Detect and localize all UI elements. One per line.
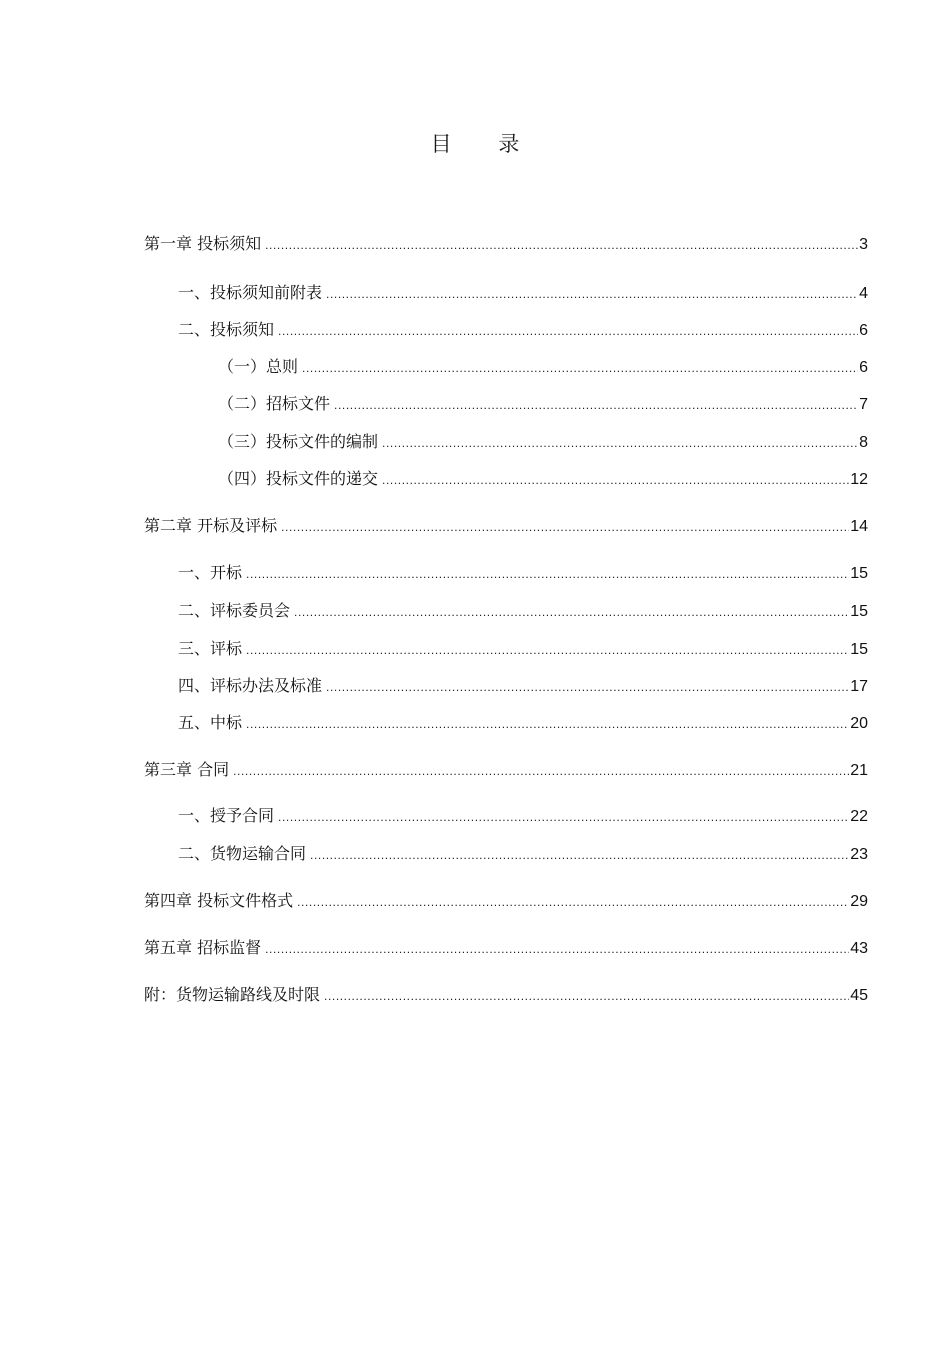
dot-leader [278, 325, 858, 337]
toc-entry-label: 一、投标须知前附表 [178, 283, 323, 302]
toc-entry-label: 总则 [266, 357, 299, 376]
toc-entry[interactable] [144, 234, 868, 255]
toc-entry[interactable] [218, 432, 868, 453]
toc-entry-label: 授予合同 [210, 806, 275, 825]
toc-entry-number: （一） [218, 357, 267, 376]
toc-entry[interactable] [178, 320, 868, 341]
toc-entry-page-number: 14 [850, 518, 868, 535]
toc-entry-page-number: 22 [850, 808, 868, 825]
toc-entry-page-number: 20 [850, 715, 868, 732]
toc-entry-number: （二） [218, 394, 267, 413]
dot-leader [265, 943, 849, 955]
dot-leader [233, 765, 849, 777]
toc-entry-page-number: 15 [850, 603, 868, 620]
toc-entry-page-number: 23 [850, 846, 868, 863]
toc-entry[interactable] [218, 394, 868, 415]
toc-entry-label: 评标办法及标准 [210, 676, 323, 695]
dot-leader [297, 896, 849, 908]
toc-entry-label: 二、投标须知 [178, 320, 275, 339]
toc-entry[interactable] [144, 760, 868, 781]
toc-entry[interactable] [144, 891, 868, 912]
toc-entry[interactable] [178, 713, 868, 734]
toc-entry-page-number: 21 [850, 762, 868, 779]
dot-leader [382, 474, 849, 486]
toc-entry-label: 投标文件的递交 [266, 469, 379, 488]
dot-leader [310, 849, 849, 861]
toc-entry-label: 第五章 招标监督 [144, 938, 262, 957]
dot-leader [246, 718, 849, 730]
toc-entry-label: 第一章 投标须知 [144, 234, 262, 253]
toc-entry[interactable] [178, 283, 868, 304]
toc-entry-page-number: 43 [850, 940, 868, 957]
toc-entry-page-number: 3 [859, 236, 868, 253]
toc-entry[interactable] [144, 938, 868, 959]
toc-entry-number: 三、 [178, 639, 211, 658]
toc-entry-number: 五、 [178, 713, 211, 732]
toc-entry-label: 中标 [210, 713, 243, 732]
toc-entry-number: 一、 [178, 563, 211, 582]
toc-entry-label: 投标文件的编制 [266, 432, 379, 451]
toc-entry-page-number: 12 [850, 471, 868, 488]
toc-entry-page-number: 4 [859, 285, 868, 302]
toc-entry-label: 附：货物运输路线及时限 [144, 985, 321, 1004]
toc-entry-page-number: 17 [850, 678, 868, 695]
dot-leader [326, 288, 858, 300]
dot-leader [278, 811, 849, 823]
toc-entry-label: 二、货物运输合同 [178, 844, 307, 863]
toc-entry[interactable] [144, 516, 868, 537]
toc-entry-label: 招标文件 [266, 394, 331, 413]
toc-entry[interactable] [178, 639, 868, 660]
toc-entry[interactable] [218, 469, 868, 490]
dot-leader [246, 644, 849, 656]
dot-leader [246, 568, 849, 580]
toc-entry-label: 评标委员会 [210, 601, 291, 620]
dot-leader [326, 681, 849, 693]
toc-entry-page-number: 8 [859, 434, 868, 451]
dot-leader [294, 606, 849, 618]
toc-entry[interactable] [178, 563, 868, 584]
toc-entry-page-number: 15 [850, 641, 868, 658]
toc-entry[interactable] [144, 985, 868, 1006]
toc-entry[interactable] [218, 357, 868, 378]
dot-leader [334, 399, 858, 411]
toc-entry-number: 一、 [178, 806, 211, 825]
toc-entry[interactable] [178, 844, 868, 865]
toc-entry-page-number: 29 [850, 893, 868, 910]
toc-entry-label: 第二章 开标及评标 [144, 516, 278, 535]
dot-leader [265, 239, 858, 251]
toc-entry-number: 四、 [178, 676, 211, 695]
dot-leader [302, 362, 858, 374]
toc-title: 目 录 [430, 132, 540, 156]
toc-entry-number: 二、 [178, 601, 211, 620]
dot-leader [324, 990, 849, 1002]
dot-leader [281, 521, 849, 533]
toc-entry[interactable] [178, 601, 868, 622]
toc-entry-page-number: 7 [859, 396, 868, 413]
toc-entry-number: （三） [218, 432, 267, 451]
toc-entry[interactable] [178, 806, 868, 827]
dot-leader [382, 437, 858, 449]
toc-entry-number: （四） [218, 469, 267, 488]
toc-entry-label: 评标 [210, 639, 243, 658]
toc-entry-label: 第四章 投标文件格式 [144, 891, 294, 910]
toc-entry-page-number: 45 [850, 987, 868, 1004]
toc-entry[interactable] [178, 676, 868, 697]
toc-entry-page-number: 6 [859, 359, 868, 376]
toc-entry-label: 第三章 合同 [144, 760, 230, 779]
toc-entry-page-number: 6 [859, 322, 868, 339]
toc-entry-page-number: 15 [850, 565, 868, 582]
toc-entry-label: 开标 [210, 563, 243, 582]
